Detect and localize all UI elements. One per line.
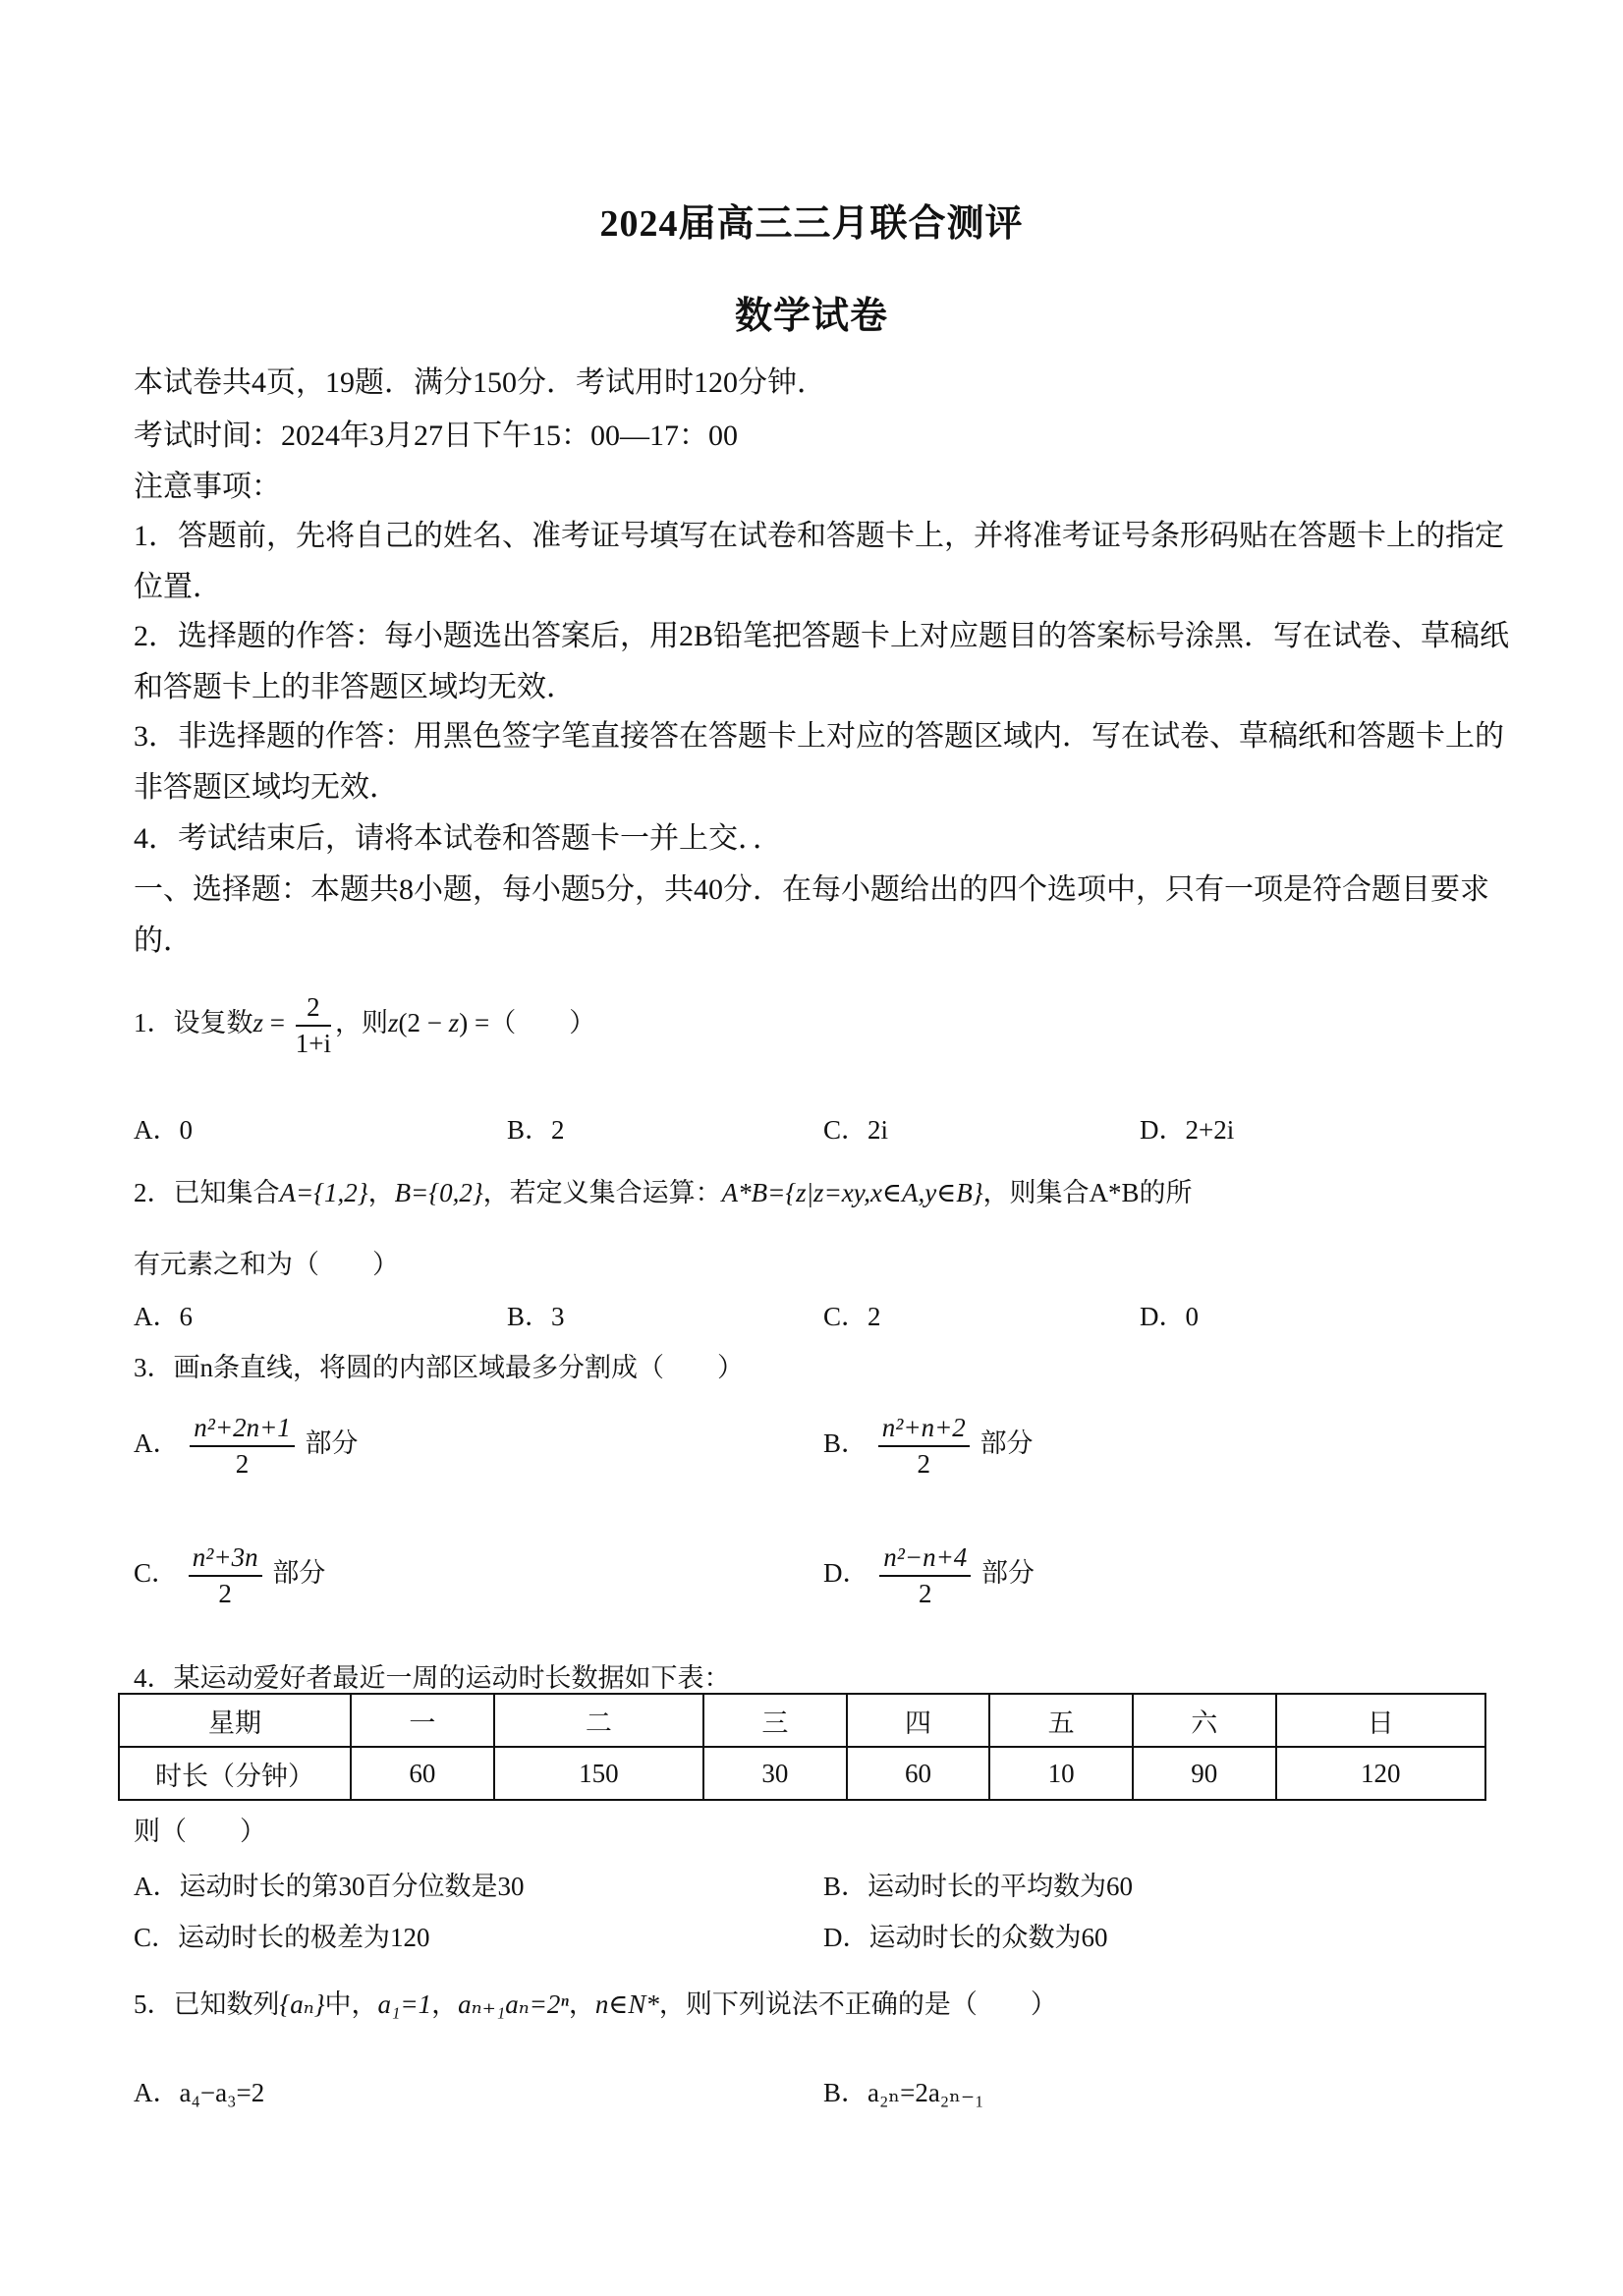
table-cell: 六 [1133, 1694, 1276, 1747]
q2-option-b[interactable]: B．3 [507, 1302, 565, 1331]
q3-b-den: 2 [917, 1449, 931, 1479]
q3-option-b[interactable] [823, 1413, 1034, 1480]
q5-stem-mid: 中， [324, 1989, 378, 2019]
q3-a-den: 2 [235, 1449, 250, 1479]
question-1: 1．设复数z = $\frac{2}{1+i}$ ，则z(2 − z) =（ ） [134, 992, 596, 1058]
table-cell: 三 [703, 1694, 847, 1747]
q3-c-den: 2 [218, 1579, 232, 1608]
q3-option-d[interactable] [823, 1542, 1035, 1609]
q3-c-label: C． [134, 1558, 179, 1589]
q3-d-num: n²−n+4 [879, 1542, 971, 1577]
note-3: 3．非选择题的作答：用黑色签字笔直接答在答题卡上对应的答题区域内．写在试卷、草稿纸和答题卡上的非答题区域均无效． [134, 720, 1504, 804]
table-cell: 一 [351, 1694, 494, 1747]
q3-d-den: 2 [919, 1579, 932, 1608]
table-cell: 150 [494, 1747, 703, 1800]
q3-d-suffix: 部分 [981, 1558, 1035, 1589]
table-cell: 60 [847, 1747, 990, 1800]
exam-info-line2: 考试时间：2024年3月27日下午15：00—17：00 [134, 420, 738, 452]
q5-option-a[interactable]: A．a₄−a₃=2 [134, 2078, 265, 2107]
q3-c-suffix: 部分 [272, 1558, 326, 1589]
exercise-table [118, 1693, 1486, 1801]
q2-stem-end: ，则集合A*B的所 [982, 1178, 1193, 1207]
exam-subject: 数学试卷 [734, 296, 888, 337]
q4-option-a[interactable]: A．运动时长的第30百分位数是30 [134, 1872, 525, 1901]
q3-option-a[interactable] [134, 1413, 359, 1480]
table-header-cell: 时长（分钟） [119, 1747, 351, 1800]
table-cell: 五 [989, 1694, 1133, 1747]
q1-stem-pre: 1．设复数 [134, 1008, 253, 1038]
note-2: 2．选择题的作答：每小题选出答案后，用2B铅笔把答题卡上对应题目的答案标号涂黑．写在试卷、草稿纸和答题卡上的非答题区域均无效． [134, 620, 1510, 703]
q3-a-suffix: 部分 [305, 1428, 359, 1459]
q3-a-num: n²+2n+1 [190, 1413, 295, 1447]
q4-option-b[interactable]: B．运动时长的平均数为60 [823, 1872, 1134, 1901]
q3-option-c[interactable] [134, 1542, 325, 1609]
q3-a-label: A． [134, 1428, 180, 1459]
q2-option-d[interactable]: D．0 [1140, 1302, 1199, 1331]
question-3: 3．画n条直线，将圆的内部区域最多分割成（ ） [134, 1353, 744, 1382]
q2-option-a[interactable]: A．6 [134, 1302, 193, 1331]
table-cell: 30 [703, 1747, 847, 1800]
q3-b-suffix: 部分 [979, 1428, 1034, 1459]
q5-sequence: {aₙ} [279, 1989, 325, 2019]
table-row [119, 1747, 1485, 1800]
q1-option-a[interactable]: A．0 [134, 1115, 193, 1145]
table-cell: 二 [494, 1694, 703, 1747]
q1-frac-den: 1+i [295, 1029, 331, 1058]
q5-stem-pre: 5．已知数列 [134, 1989, 280, 2019]
table-cell: 四 [847, 1694, 990, 1747]
question-5: 5．已知数列{aₙ}中，a₁=1，aₙ₊₁aₙ=2ⁿ，n∈N*，则下列说法不正确的是（ ） [134, 1989, 1057, 2019]
q3-d-label: D． [823, 1558, 869, 1589]
exam-info-line1: 本试卷共4页，19题．满分150分．考试用时120分钟． [134, 366, 826, 399]
table-cell: 60 [351, 1747, 494, 1800]
q3-b-label: B． [823, 1428, 868, 1459]
q2-option-c[interactable]: C．2 [823, 1302, 881, 1331]
table-row [119, 1694, 1485, 1747]
table-cell: 10 [989, 1747, 1133, 1800]
q5-stem-post: ，则下列说法不正确的是（ ） [658, 1989, 1057, 2019]
q1-fraction [296, 992, 331, 1059]
section-heading: 一、选择题：本题共8小题，每小题5分，共40分．在每小题给出的四个选项中，只有一项是符合题目要求的． [134, 873, 1489, 957]
q2-stem-pre: 2．已知集合 [134, 1178, 280, 1207]
q4-after: 则（ ） [134, 1817, 266, 1846]
q2-stem-line2: 有元素之和为（ ） [134, 1250, 399, 1279]
question-2: 2．已知集合A={1,2}，B={0,2}，若定义集合运算：A*B={z|z=xy,x∈A,y∈B}，则集合A*B的所 [134, 1178, 1193, 1207]
q3-c-num: n²+3n [189, 1542, 262, 1577]
table-cell: 日 [1276, 1694, 1485, 1747]
q1-option-d[interactable]: D．2+2i [1140, 1115, 1235, 1145]
q2-set-a: A={1,2} [279, 1178, 368, 1207]
q2-stem-mid: ，若定义集合运算： [482, 1178, 722, 1207]
q1-stem-post: （ ） [489, 1008, 596, 1038]
q2-set-b: B={0,2} [394, 1178, 483, 1207]
note-4: 4．考试结束后，请将本试卷和答题卡一并上交．． [134, 822, 782, 855]
exam-title: 2024届高三三月联合测评 [599, 203, 1024, 245]
q1-stem-mid: ，则 [334, 1008, 388, 1038]
q3-b-num: n²+n+2 [878, 1413, 970, 1447]
q1-option-b[interactable]: B．2 [507, 1115, 565, 1145]
note-1: 1．答题前，先将自己的姓名、准考证号填写在试卷和答题卡上，并将准考证号条形码贴在答题卡上的指定位置． [134, 520, 1504, 603]
notice-heading: 注意事项： [134, 471, 281, 503]
q5-condition-1: a₁=1 [377, 1989, 432, 2019]
table-cell: 120 [1276, 1747, 1485, 1800]
q1-option-c[interactable]: C．2i [823, 1115, 889, 1145]
q5-condition-3: n∈N* [594, 1989, 659, 2019]
q2-op-definition: A*B={z|z=xy,x∈A,y∈B} [721, 1178, 983, 1207]
table-header-cell: 星期 [119, 1694, 351, 1747]
question-4: 4．某运动爱好者最近一周的运动时长数据如下表： [134, 1663, 731, 1693]
q5-condition-2: aₙ₊₁aₙ=2ⁿ [458, 1989, 569, 2019]
table-cell: 90 [1133, 1747, 1276, 1800]
q5-option-b[interactable]: B．a₂ₙ=2a₂ₙ₋₁ [823, 2078, 984, 2107]
q4-option-d[interactable]: D．运动时长的众数为60 [823, 1923, 1108, 1952]
q1-frac-num: 2 [296, 992, 331, 1027]
q4-option-c[interactable]: C．运动时长的极差为120 [134, 1923, 430, 1952]
